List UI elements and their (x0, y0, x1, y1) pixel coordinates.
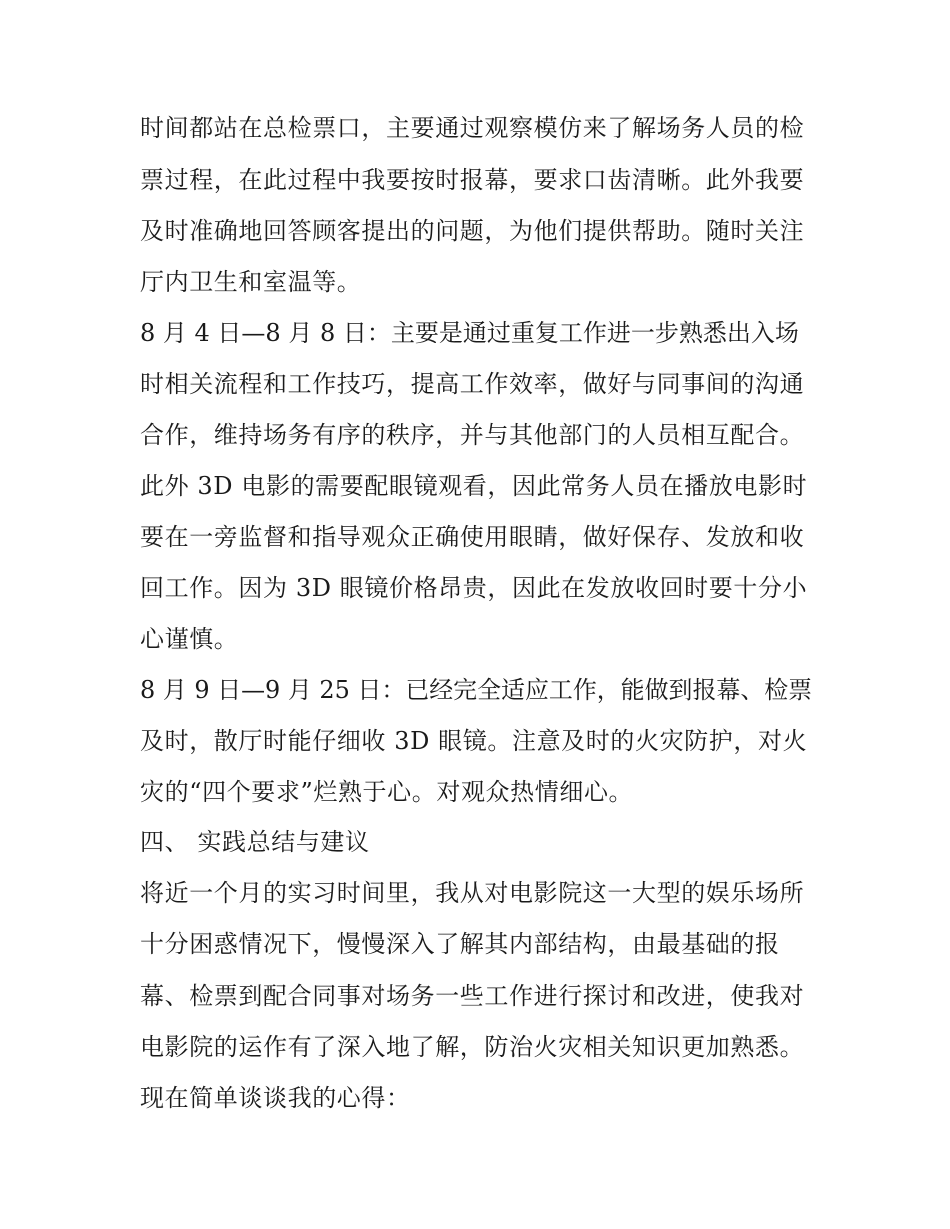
text-line: 票过程，在此过程中我要按时报幕，要求口齿清晰。此外我要 (140, 166, 805, 194)
text-line: 现在简单谈谈我的心得： (140, 1084, 411, 1112)
text-line: 8 月 9 日—9 月 25 日：已经完全适应工作，能做到报幕、检票 (140, 676, 813, 704)
text-line: 要在一旁监督和指导观众正确使用眼睛，做好保存、发放和收 (140, 523, 805, 551)
text-line: 回工作。因为 3D 眼镜价格昂贵，因此在发放收回时要十分小 (140, 574, 808, 602)
text-line: 此外 3D 电影的需要配眼镜观看，因此常务人员在播放电影时 (140, 472, 808, 500)
text-line: 心谨慎。 (140, 625, 239, 653)
text-line: 合作，维持场务有序的秩序，并与其他部门的人员相互配合。 (140, 421, 805, 449)
text-line: 电影院的运作有了深入地了解，防治火灾相关知识更加熟悉。 (140, 1033, 805, 1061)
text-line: 十分困惑情况下，慢慢深入了解其内部结构，由最基础的报 (140, 930, 780, 958)
text-line: 8 月 4 日—8 月 8 日：主要是通过重复工作进一步熟悉出入场 (140, 319, 799, 347)
text-line: 及时准确地回答顾客提出的问题，为他们提供帮助。随时关注 (140, 217, 805, 245)
text-line: 将近一个月的实习时间里，我从对电影院这一大型的娱乐场所 (140, 879, 805, 907)
text-line: 灾的“四个要求”烂熟于心。对观众热情细心。 (140, 778, 634, 806)
text-line: 时间都站在总检票口，主要通过观察模仿来了解场务人员的检 (140, 114, 805, 142)
text-line: 及时，散厅时能仔细收 3D 眼镜。注意及时的火灾防护，对火 (140, 727, 808, 755)
text-line: 幕、检票到配合同事对场务一些工作进行探讨和改进，使我对 (140, 982, 805, 1010)
section-heading: 四、 实践总结与建议 (140, 828, 370, 856)
text-line: 厅内卫生和室温等。 (140, 268, 362, 296)
text-line: 时相关流程和工作技巧，提高工作效率，做好与同事间的沟通 (140, 370, 805, 398)
